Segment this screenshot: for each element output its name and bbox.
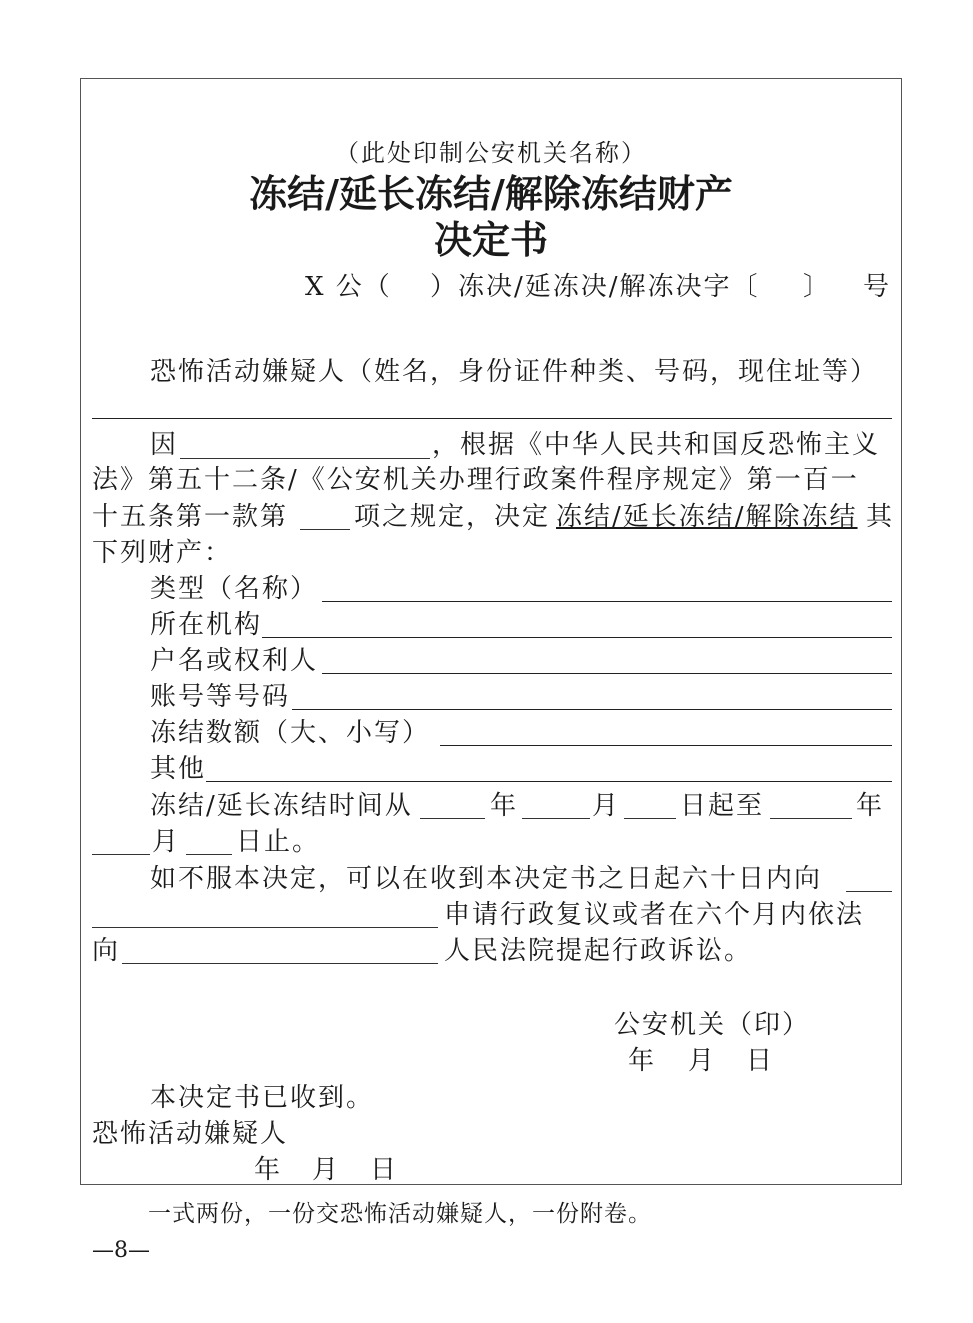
sign-year: 年	[628, 1046, 657, 1076]
appeal-prefix: 向	[92, 936, 121, 966]
document-title-line2: 决定书	[433, 217, 548, 262]
period-from-label: 冻结/延长冻结时间从	[150, 791, 413, 821]
article-text: 十五条第一款第	[92, 502, 289, 532]
document-title: 冻结/延长冻结/解除冻结财产	[249, 171, 733, 216]
suspect-info-field[interactable]	[92, 418, 892, 419]
receipt-suspect-label: 恐怖活动嫌疑人	[92, 1119, 289, 1149]
type-label: 类型（名称）	[150, 574, 319, 604]
from-day-field[interactable]	[624, 818, 676, 819]
suspect-label: 恐怖活动嫌疑人（姓名，身份证件种类、号码，现住址等）	[150, 357, 879, 387]
docno-mid: ）冻决/延冻决/解冻决字〔	[430, 272, 760, 302]
docno-suffix: 号	[863, 272, 892, 302]
according-text: ，根据《中华人民共和国反恐怖主义	[432, 430, 881, 460]
amount-field[interactable]	[440, 745, 892, 746]
institution-label: 所在机构	[150, 610, 263, 640]
day-from-label: 日起至	[680, 791, 765, 821]
provision-text: 项之规定，决定	[354, 502, 551, 532]
its-text: 其	[866, 502, 895, 532]
amount-label: 冻结数额（大、小写）	[150, 718, 431, 748]
review-agency-field-b[interactable]	[92, 927, 438, 928]
appeal-text-2: 申请行政复议或者在六个月内依法	[444, 900, 865, 930]
copies-note: 一式两份，一份交恐怖活动嫌疑人，一份附卷。	[148, 1201, 652, 1227]
to-month-field[interactable]	[92, 854, 150, 855]
from-month-field[interactable]	[522, 818, 590, 819]
account-number-field[interactable]	[292, 709, 892, 710]
receipt-day: 日	[370, 1155, 399, 1185]
other-field[interactable]	[206, 781, 892, 782]
day-end-label: 日止。	[236, 827, 321, 857]
property-intro: 下列财产：	[92, 538, 233, 568]
account-holder-label: 户名或权利人	[150, 646, 319, 676]
from-year-field[interactable]	[420, 818, 485, 819]
page-number: —8—	[92, 1238, 150, 1263]
type-field[interactable]	[322, 601, 892, 602]
to-day-field[interactable]	[186, 854, 232, 855]
docno-prefix: X 公（	[305, 272, 392, 302]
other-label: 其他	[150, 754, 207, 784]
review-agency-field-a[interactable]	[846, 891, 892, 892]
authority-seal: 公安机关（印）	[614, 1010, 811, 1040]
from-month-label: 月	[592, 791, 621, 821]
org-name-placeholder: （此处印制公安机关名称）	[335, 139, 647, 167]
from-year-label: 年	[490, 791, 519, 821]
receipt-month: 月	[312, 1155, 341, 1185]
receipt-text: 本决定书已收到。	[150, 1083, 375, 1113]
because-label: 因	[150, 430, 179, 460]
court-field[interactable]	[122, 963, 438, 964]
sign-day: 日	[746, 1046, 775, 1076]
to-year-field[interactable]	[770, 818, 852, 819]
institution-field[interactable]	[262, 637, 892, 638]
reason-field[interactable]	[180, 458, 430, 459]
appeal-text-1: 如不服本决定，可以在收到本决定书之日起六十日内向	[150, 864, 823, 894]
appeal-text-3: 人民法院提起行政诉讼。	[444, 936, 753, 966]
sign-month: 月	[688, 1046, 717, 1076]
legal-basis-text: 法》第五十二条/《公安机关办理行政案件程序规定》第一百一	[92, 465, 859, 495]
decision-type: 冻结/延长冻结/解除冻结	[556, 502, 858, 532]
to-month-label: 月	[152, 827, 181, 857]
item-number-field[interactable]	[300, 529, 350, 530]
account-number-label: 账号等号码	[150, 682, 291, 712]
docno-close: 〕	[803, 272, 832, 302]
account-holder-field[interactable]	[322, 673, 892, 674]
to-year-label: 年	[856, 791, 885, 821]
receipt-year: 年	[254, 1155, 283, 1185]
